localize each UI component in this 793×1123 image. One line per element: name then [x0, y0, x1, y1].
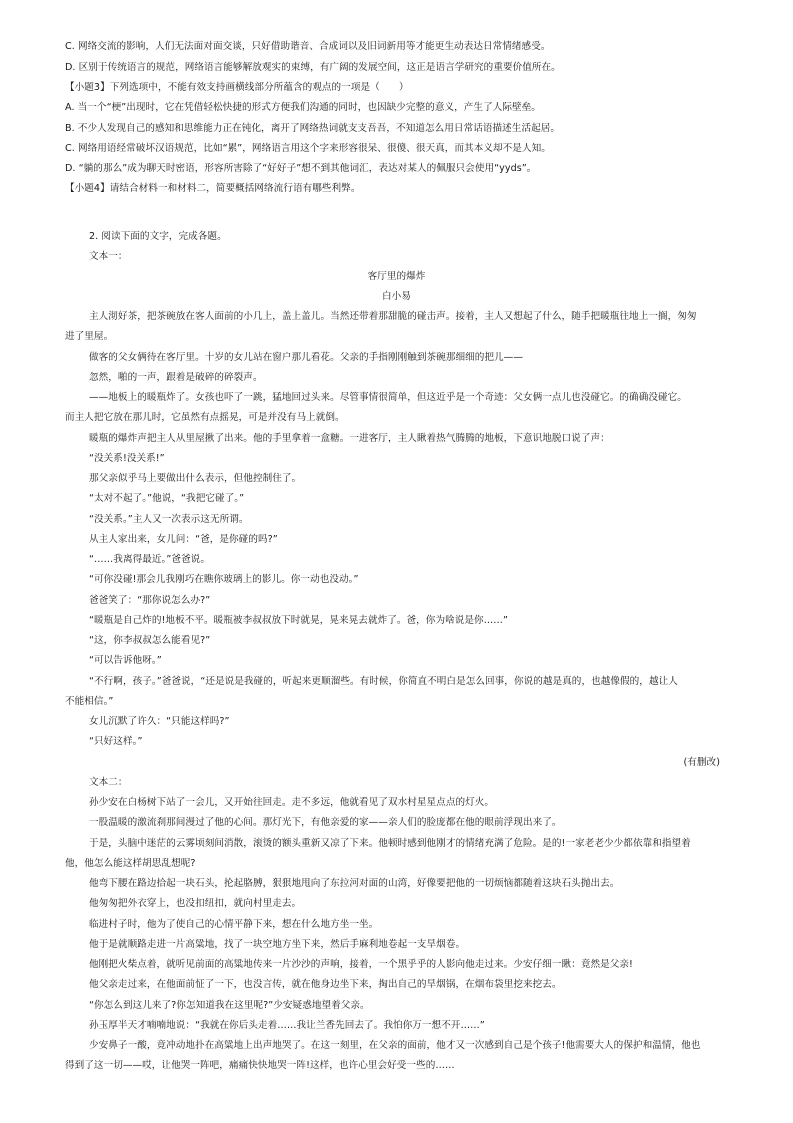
question-3-option-c: C. 网络用语经常破坏汉语规范，比如“累”，网络语言用这个字来形容很呆、很傻、很天真，而其本义却不是人知。 [65, 143, 551, 154]
abridged-note: (有删改) [683, 757, 720, 768]
text-2-label: 文本二： [89, 777, 128, 788]
dialogue-9: “暖瓶是自己炸的!地板不平。暖瓶被李叔叔放下时就晃，晃来晃去就炸了。爸，你为啥说是你……” [89, 615, 508, 626]
text-2-paragraph-9: 他父亲走过来，在他面前怔了一下，也没言传，就在他身边坐下来，掏出自己的旱烟锅，在烟布袋里挖来挖去。 [89, 979, 562, 990]
question-4-stem: 【小题4】请结合材料一和材料二，简要概括网络流行语有哪些利弊。 [65, 183, 361, 194]
dialogue-1: “没关系!没关系!” [89, 453, 165, 464]
question-3-option-b: B. 不少人发现自己的感知和思维能力正在钝化，离开了网络热词就支支吾吾，不知道怎么用日常话语描述生活起居。 [65, 123, 561, 134]
text-2-paragraph-12-line-1: 少安鼻子一酸，竟冲动地扑在高粱地上出声地哭了。在这一刻里，在父亲的面前，他才又一次感到自己是个孩子!他需要大人的保护和温情，他也 [89, 1040, 701, 1051]
text-2-paragraph-3-line-2: 他，他怎么能这样胡思乱想呢? [65, 858, 196, 869]
text-2-paragraph-3-line-1: 于是，头脑中迷茫的云雾顷刻间消散，滚烫的额头重新又凉了下来。他顿时感到他刚才的情绪充满了危险。是的!一家老老少少都依靠和指望着 [89, 838, 691, 849]
dialogue-5: 从主人家出来，女儿问：“爸，是你碰的吗?” [89, 534, 278, 545]
dialogue-11: “可以告诉他呀。” [89, 655, 162, 666]
story-author: 白小易 [382, 291, 411, 302]
text-2-paragraph-7: 他于是就顺路走进一片高粱地，找了一块空地方坐下来，然后手麻利地卷起一支旱烟卷。 [89, 939, 466, 950]
dialogue-2: 那父亲似乎马上要做出什么表示，但他控制住了。 [89, 473, 302, 484]
dialogue-4: “没关系。”主人又一次表示这无所谓。 [89, 514, 249, 525]
question-2-intro: 2. 阅读下面的文字，完成各题。 [89, 231, 227, 242]
dialogue-6: “……我离得最近。”爸爸说。 [89, 554, 210, 565]
question-3-option-d: D. “躺的那么”成为聊天时密语，形容所害除了“好好子”想不到其他词汇，表达对某人的佩服只会使用“yyds”。 [65, 163, 537, 174]
paragraph-1-line-2: 进了里屋。 [65, 331, 114, 342]
dialogue-12-line-1: “不行啊，孩子。”爸爸说，“还是说是我碰的，听起来更顺溜些。有时候，你简直不明白是怎么回事，你说的越是真的，也越像假的，越让人 [89, 676, 678, 687]
option-c: C. 网络交流的影响，人们无法面对面交谈，只好借助谐音、合成词以及旧词新用等才能更生动表达日常情绪感受。 [65, 41, 551, 52]
text-2-paragraph-10: “你怎么到这儿来了?你怎知道我在这里呢?”少安疑惑地望着父亲。 [89, 1000, 370, 1011]
text-2-paragraph-8: 他刚把火柴点着，就听见前面的高粱地传来一片沙沙的声响，接着，一个黑乎乎的人影向他走过来。少安仔细一瞅：竟然是父亲! [89, 959, 633, 970]
paragraph-2: 做客的父女俩待在客厅里。十岁的女儿站在窗户那儿看花。父亲的手指刚刚触到茶碗那细细的把儿—— [89, 352, 523, 363]
question-3-stem: 【小题3】下列选项中，不能有效支持画横线部分所蕴含的观点的一项是（ ） [65, 82, 409, 93]
dialogue-13: 女儿沉默了许久：“只能这样吗?” [89, 716, 230, 727]
question-3-option-a: A. 当一个“梗”出现时，它在凭借轻松快捷的形式方便我们沟通的同时，也因缺少完整的意义，产生了人际壁垒。 [65, 102, 541, 113]
paragraph-5: 暖瓶的爆炸声把主人从里屋揪了出来。他的手里拿着一盒糖。一进客厅，主人瞅着热气腾腾的地板，下意识地脱口说了声： [89, 433, 610, 444]
dialogue-7: “可你没碰!那会儿我刚巧在瞧你玻璃上的影儿。你一动也没动。” [89, 574, 359, 585]
text-2-paragraph-5: 他匆匆把外衣穿上，也没扣纽扣，就向村里走去。 [89, 898, 302, 909]
text-2-paragraph-2: 一股温暖的激流刹那间漫过了他的心间。那灯光下，有他亲爱的家——亲人们的脸庞都在他的眼前浮现出来了。 [89, 817, 562, 828]
dialogue-8: 爸爸笑了：“那你说怎么办?” [89, 595, 211, 606]
dialogue-10: “这，你李叔叔怎么能看见?” [89, 635, 211, 646]
paragraph-1-line-1: 主人沏好茶，把茶碗放在客人面前的小几上，盖上盖儿。当然还带着那甜脆的碰击声。接着，主人又想起了什么，随手把暖瓶往地上一搁，匆匆 [89, 311, 697, 322]
text-1-label: 文本一： [89, 251, 128, 262]
paragraph-3: 忽然，啪的一声，跟着是破碎的碎裂声。 [89, 372, 263, 383]
dialogue-14: “只好这样。” [89, 736, 143, 747]
text-2-paragraph-11: 孙玉厚半天才喃喃地说：“我就在你后头走着……我让兰香先回去了。我怕你万一想不开……” [89, 1020, 485, 1031]
text-2-paragraph-12-line-2: 得到了这一切——哎，让他哭一阵吧，痛痛快快地哭一阵!这样，也许心里会好受一些的…… [65, 1060, 455, 1071]
text-2-paragraph-1: 孙少安在白杨树下站了一会儿，又开始往回走。走不多远，他就看见了双水村星星点点的灯火。 [89, 797, 495, 808]
option-d: D. 区别于传统语言的规范，网络语言能够解放观实的束缚，有广阔的发展空间，这正是语言学研究的重要价值所在。 [65, 62, 561, 73]
dialogue-3: “太对不起了。”他说，“我把它碰了。” [89, 493, 245, 504]
paragraph-4-line-2: 而主人把它放在那儿时，它虽然有点摇晃，可是并没有马上就倒。 [65, 412, 345, 423]
paragraph-4-line-1: ——地板上的暖瓶炸了。女孩也吓了一跳，猛地回过头来。尽管事情很简单，但这近乎是一个奇迹：父女俩一点儿也没碰它。的确确没碰它。 [89, 392, 687, 403]
text-2-paragraph-6: 临进村子时，他为了使自己的心情平静下来，想在什么地方坐一坐。 [89, 919, 379, 930]
dialogue-12-line-2: 不能相信。” [65, 696, 114, 707]
story-title: 客厅里的爆炸 [367, 271, 426, 282]
text-2-paragraph-4: 他弯下腰在路边拾起一块石头，抡起胳膊，狠狠地甩向了东拉河对面的山湾，好像要把他的一切烦恼都随着这块石头抛出去。 [89, 878, 620, 889]
